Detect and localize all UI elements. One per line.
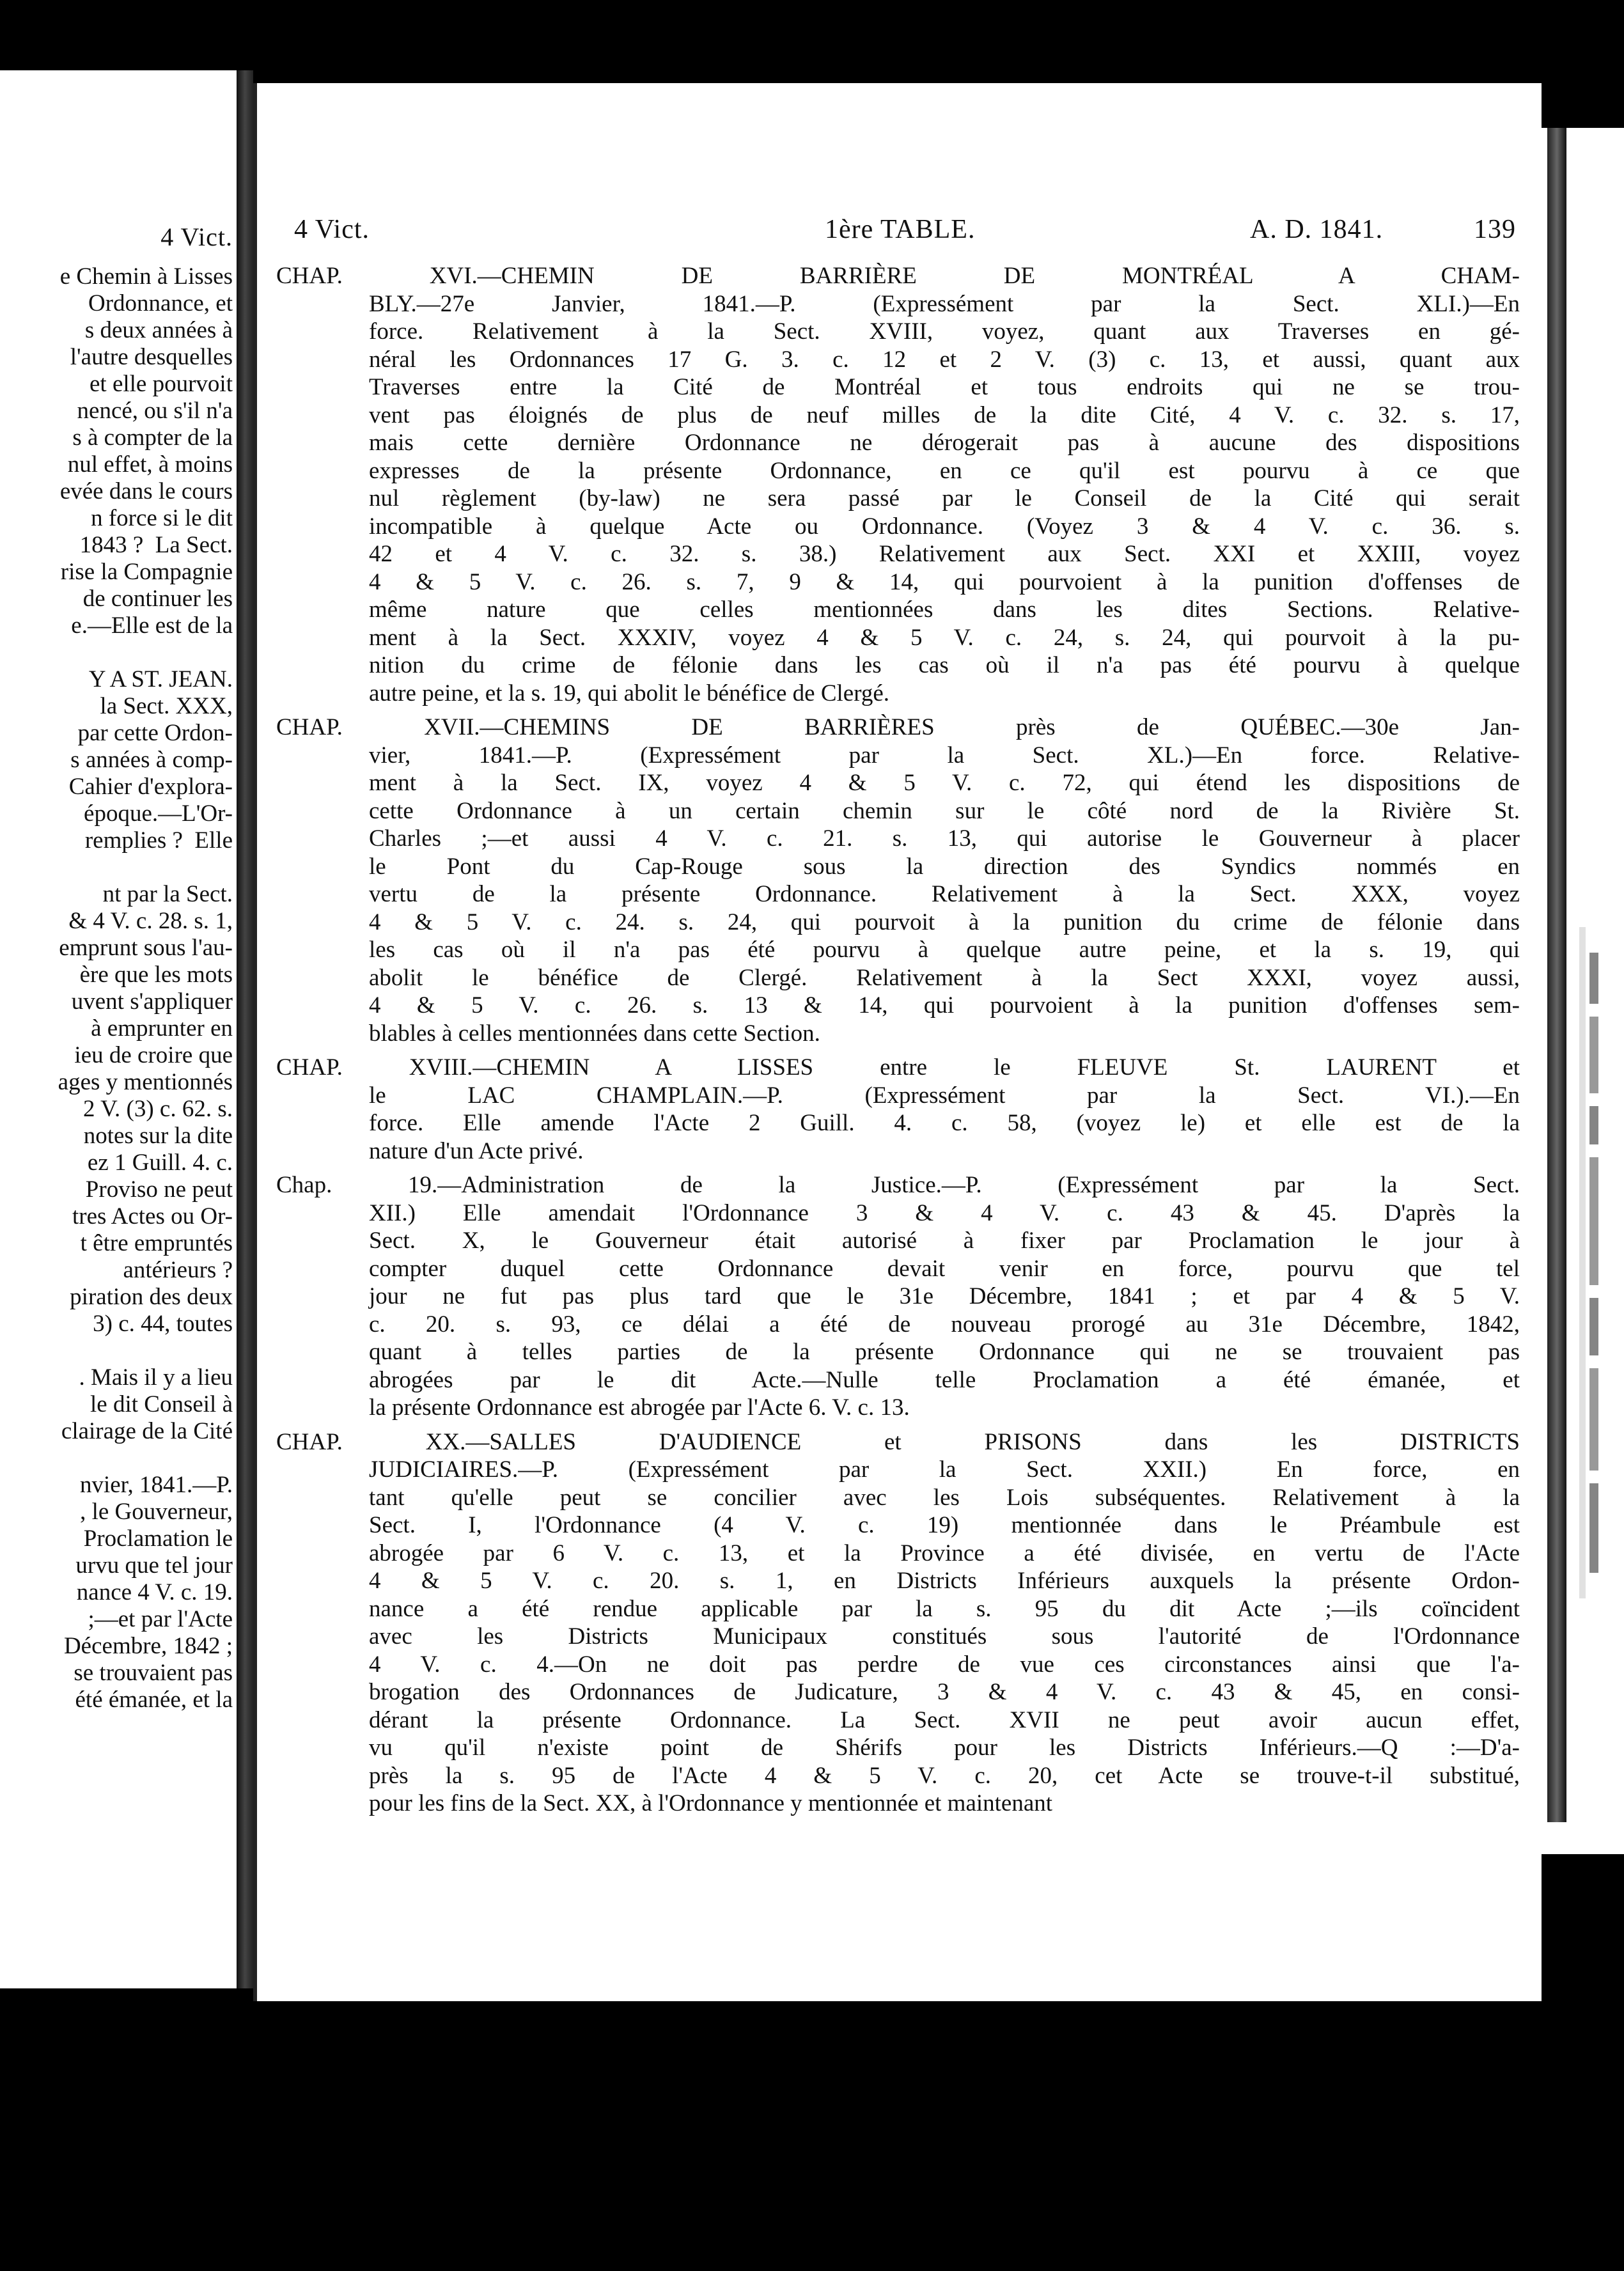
chapter-text-line: nition du crime de félonie dans les cas où il n'a pas été pourvu à quelque	[369, 652, 1520, 678]
chapter-text-line: dérant la présente Ordonnance. La Sect. XVII ne peut avoir aucun effet,	[369, 1706, 1520, 1733]
left-page-line: de continuer les	[82, 586, 233, 612]
chapter-heading-line: CHAP. XVII.—CHEMINS DE BARRIÈRES près de QUÉBEC.—30e Jan-	[276, 714, 1520, 740]
left-page-line	[3, 854, 233, 881]
left-page-line: ;—et par l'Acte	[88, 1606, 233, 1632]
left-page-line: été émanée, et la	[75, 1687, 233, 1713]
header-year: A. D. 1841.	[1250, 215, 1384, 244]
left-page-line: Y A ST. JEAN.	[88, 666, 233, 692]
chapter-text-line: nature d'un Acte privé.	[369, 1137, 584, 1164]
left-page-line: Ordonnance, et	[88, 290, 233, 316]
chapter-heading-line: CHAP. XX.—SALLES D'AUDIENCE et PRISONS dans les DISTRICTS	[276, 1428, 1520, 1455]
chapter-text-line: incompatible à quelque Acte ou Ordonnance. (Voyez 3 & 4 V. c. 36. s.	[369, 513, 1520, 540]
left-page-line: s à compter de la	[72, 425, 233, 451]
left-page-line: n force si le dit	[91, 505, 233, 531]
chapter-text-line: néral les Ordonnances 17 G. 3. c. 12 et 2 V. (3) c. 13, et aussi, quant aux	[369, 346, 1520, 373]
left-page-line: Proclamation le	[83, 1526, 233, 1552]
left-page-line: 2 V. (3) c. 62. s.	[83, 1096, 233, 1122]
left-page-line: , le Gouverneur,	[80, 1499, 233, 1525]
chapter-text-line: jour ne fut pas plus tard que le 31e Décembre, 1841 ; et par 4 & 5 V.	[369, 1283, 1520, 1309]
page-number: 139	[1474, 215, 1516, 244]
chapter-text-line: vent pas éloignés de plus de neuf milles de la dite Cité, 4 V. c. 32. s. 17,	[369, 402, 1520, 428]
chapter-text-line: avec les Districts Municipaux constitués sous l'autorité de l'Ordonnance	[369, 1623, 1520, 1650]
left-page-line: . Mais il y a lieu	[79, 1364, 233, 1391]
left-page-line: emprunt sous l'au-	[59, 935, 233, 961]
left-page-line: notes sur la dite	[83, 1123, 233, 1149]
chapter-text-line: vertu de la présente Ordonnance. Relativement à la Sect. XXX, voyez	[369, 881, 1520, 907]
chapter-text-line: mais cette dernière Ordonnance ne dérogerait pas à aucune des dispositions	[369, 430, 1520, 456]
chapter-text-line: près la s. 95 de l'Acte 4 & 5 V. c. 20, cet Acte se trouve-t-il substitué,	[369, 1762, 1520, 1789]
left-page-line: uvent s'appliquer	[71, 988, 233, 1015]
chapter-text-line: 4 & 5 V. c. 26. s. 13 & 14, qui pourvoient à la punition d'offenses sem-	[369, 992, 1520, 1018]
chapter-heading-line: CHAP. XVIII.—CHEMIN A LISSES entre le FLEUVE St. LAURENT et	[276, 1054, 1520, 1081]
chapter-heading-line: CHAP. XVI.—CHEMIN DE BARRIÈRE DE MONTRÉAL A CHAM-	[276, 263, 1520, 289]
left-page-line: rise la Compagnie	[60, 559, 233, 585]
chapter-text-line: pour les fins de la Sect. XX, à l'Ordonnance y mentionnée et maintenant	[369, 1790, 1053, 1816]
chapter-text-line: 42 et 4 V. c. 32. s. 38.) Relativement aux Sect. XXI et XXIII, voyez	[369, 541, 1520, 567]
left-page-line: se trouvaient pas	[74, 1660, 233, 1686]
left-page-line: clairage de la Cité	[61, 1418, 233, 1444]
left-page-line: ages y mentionnés	[58, 1069, 233, 1095]
left-page-line: evée dans le cours	[59, 478, 233, 504]
chapter-text-line: BLY.—27e Janvier, 1841.—P. (Expressément par la Sect. XLI.)—En	[369, 290, 1520, 317]
chapter-text-line: 4 & 5 V. c. 24. s. 24, qui pourvoit à la punition du crime de félonie dans	[369, 909, 1520, 935]
header-table-title: 1ère TABLE.	[825, 215, 976, 244]
running-header	[294, 214, 1516, 253]
left-page-line: ère que les mots	[79, 962, 233, 988]
library-stamp	[1574, 927, 1612, 1598]
left-page-line: s années à comp-	[70, 747, 233, 773]
left-page-line: la Sect. XXX,	[100, 693, 233, 719]
chapter-text-line: nance a été rendue applicable par la s. 95 du dit Acte ;—ils coïncident	[369, 1595, 1520, 1622]
left-page-line: et elle pourvoit	[90, 371, 233, 397]
left-page-line: 1843 ? La Sect.	[79, 532, 233, 558]
left-page-line	[3, 639, 233, 666]
chapter-text-line: Charles ;—et aussi 4 V. c. 21. s. 13, qui autorise le Gouverneur à placer	[369, 825, 1520, 852]
chapter-text-line: cette Ordonnance à un certain chemin sur le côté nord de la Rivière St.	[369, 797, 1520, 824]
left-page-line: l'autre desquelles	[70, 344, 233, 370]
chapter-text-line: force. Elle amende l'Acte 2 Guill. 4. c. 58, (voyez le) et elle est de la	[369, 1110, 1520, 1136]
main-page	[253, 83, 1542, 2001]
left-page-line: ez 1 Guill. 4. c.	[87, 1150, 233, 1176]
left-page-line	[3, 1445, 233, 1472]
left-page-line: Cahier d'explora-	[68, 774, 233, 800]
left-page-line: ieu de croire que	[74, 1042, 233, 1068]
chapter-text-line: 4 V. c. 4.—On ne doit pas perdre de vue ces circonstances ainsi que l'a-	[369, 1651, 1520, 1678]
chapter-text-line: expresses de la présente Ordonnance, en ce qu'il est pourvu à ce que	[369, 457, 1520, 484]
left-page-line: par cette Ordon-	[77, 720, 233, 746]
chapter-heading-line: Chap. 19.—Administration de la Justice.—P. (Expressément par la Sect.	[276, 1172, 1520, 1198]
left-page-line: nvier, 1841.—P.	[79, 1472, 233, 1498]
header-regnal-year: 4 Vict.	[294, 215, 370, 244]
chapter-text-line: 4 & 5 V. c. 20. s. 1, en Districts Inférieurs auxquels la présente Ordon-	[369, 1568, 1520, 1594]
left-page-line: & 4 V. c. 28. s. 1,	[68, 908, 233, 934]
chapter-text-line: autre peine, et la s. 19, qui abolit le bénéfice de Clergé.	[369, 680, 890, 706]
chapter-text-line: le LAC CHAMPLAIN.—P. (Expressément par la Sect. VI.).—En	[369, 1082, 1520, 1109]
chapter-text-line: XII.) Elle amendait l'Ordonnance 3 & 4 V. c. 43 & 45. D'après la	[369, 1199, 1520, 1226]
chapter-text-line: brogation des Ordonnances de Judicature, 3 & 4 V. c. 43 & 45, en consi-	[369, 1679, 1520, 1705]
chapter-text-line: Traverses entre la Cité de Montréal et tous endroits qui ne se trou-	[369, 374, 1520, 400]
chapter-text-line: ment à la Sect. XXXIV, voyez 4 & 5 V. c. 24, s. 24, qui pourvoit à la pu-	[369, 624, 1520, 651]
left-page-line: Proviso ne peut	[85, 1176, 233, 1203]
chapter-entries	[276, 262, 1520, 1824]
left-page-line: le dit Conseil à	[90, 1391, 233, 1417]
chapter-text-line: Sect. X, le Gouverneur était autorisé à fixer par Proclamation le jour à	[369, 1228, 1520, 1254]
chapter-entry	[276, 262, 1520, 707]
chapter-text-line: la présente Ordonnance est abrogée par l'Acte 6. V. c. 13.	[369, 1394, 910, 1421]
chapter-text-line: les cas où il n'a pas été pourvu à quelque autre peine, et la s. 19, qui	[369, 937, 1520, 963]
left-page-line: nt par la Sect.	[102, 881, 233, 907]
left-page-line	[3, 1338, 233, 1364]
left-page-line: nul effet, à moins	[67, 451, 233, 478]
left-page-line: Décembre, 1842 ;	[63, 1633, 233, 1659]
chapter-text-line: ment à la Sect. IX, voyez 4 & 5 V. c. 72, qui étend les dispositions de	[369, 770, 1520, 796]
chapter-text-line: abrogées par le dit Acte.—Nulle telle Proclamation a été émanée, et	[369, 1366, 1520, 1393]
chapter-text-line: abrogée par 6 V. c. 13, et la Province a été divisée, en vertu de l'Acte	[369, 1540, 1520, 1566]
chapter-entry	[276, 1054, 1520, 1165]
left-page-line: e Chemin à Lisses	[59, 263, 233, 290]
chapter-text-line: c. 20. s. 93, ce délai a été de nouveau prorogé au 31e Décembre, 1842,	[369, 1311, 1520, 1338]
chapter-text-line: JUDICIAIRES.—P. (Expressément par la Sect. XXII.) En force, en	[369, 1456, 1520, 1483]
chapter-text-line: abolit le bénéfice de Clergé. Relativement à la Sect XXXI, voyez aussi,	[369, 964, 1520, 991]
chapter-text-line: tant qu'elle peut se concilier avec les Lois subséquentes. Relativement à la	[369, 1484, 1520, 1511]
chapter-text-line: vier, 1841.—P. (Expressément par la Sect. XL.)—En force. Relative-	[369, 742, 1520, 769]
chapter-text-line: force. Relativement à la Sect. XVIII, voyez, quant aux Traverses en gé-	[369, 318, 1520, 345]
chapter-text-line: nul règlement (by-law) ne sera passé par le Conseil de la Cité qui serait	[369, 485, 1520, 511]
left-page-text	[3, 70, 233, 1713]
book-spine	[1547, 128, 1566, 1822]
left-page-line: piration des deux	[70, 1284, 233, 1310]
chapter-text-line: blables à celles mentionnées dans cette Section.	[369, 1020, 820, 1047]
left-page-line: urvu que tel jour	[75, 1552, 233, 1579]
left-page-header: 4 Vict.	[160, 222, 233, 251]
left-page-line: t être empruntés	[80, 1230, 233, 1256]
left-page-line: antérieurs ?	[123, 1257, 233, 1283]
left-page-line: nance 4 V. c. 19.	[76, 1579, 233, 1605]
left-page-line: à emprunter en	[91, 1015, 233, 1042]
chapter-entry	[276, 1171, 1520, 1422]
left-page-line: nencé, ou s'il n'a	[77, 398, 233, 424]
left-page-line: tres Actes ou Or-	[72, 1203, 233, 1229]
book-gutter	[237, 70, 253, 1988]
left-page-line: s deux années à	[84, 317, 233, 343]
chapter-entry	[276, 714, 1520, 1047]
chapter-text-line: compter duquel cette Ordonnance devait venir en force, pourvu que tel	[369, 1255, 1520, 1282]
chapter-text-line: 4 & 5 V. c. 26. s. 7, 9 & 14, qui pourvoient à la punition d'offenses de	[369, 568, 1520, 595]
left-page-line: 3) c. 44, toutes	[93, 1311, 233, 1337]
left-page-fragment	[0, 70, 238, 1988]
chapter-entry	[276, 1428, 1520, 1818]
chapter-text-line: Sect. I, l'Ordonnance (4 V. c. 19) mentionnée dans le Préambule est	[369, 1512, 1520, 1538]
left-page-line: e.—Elle est de la	[71, 613, 233, 639]
chapter-text-line: même nature que celles mentionnées dans les dites Sections. Relative-	[369, 597, 1520, 623]
chapter-text-line: vu qu'il n'existe point de Shérifs pour les Districts Inférieurs.—Q :—D'a-	[369, 1735, 1520, 1761]
chapter-text-line: quant à telles parties de la présente Ordonnance qui ne se trouvaient pas	[369, 1339, 1520, 1365]
left-page-line: remplies ? Elle	[84, 827, 233, 854]
chapter-text-line: le Pont du Cap-Rouge sous la direction des Syndics nommés en	[369, 853, 1520, 880]
left-page-line: époque.—L'Or-	[84, 800, 233, 827]
